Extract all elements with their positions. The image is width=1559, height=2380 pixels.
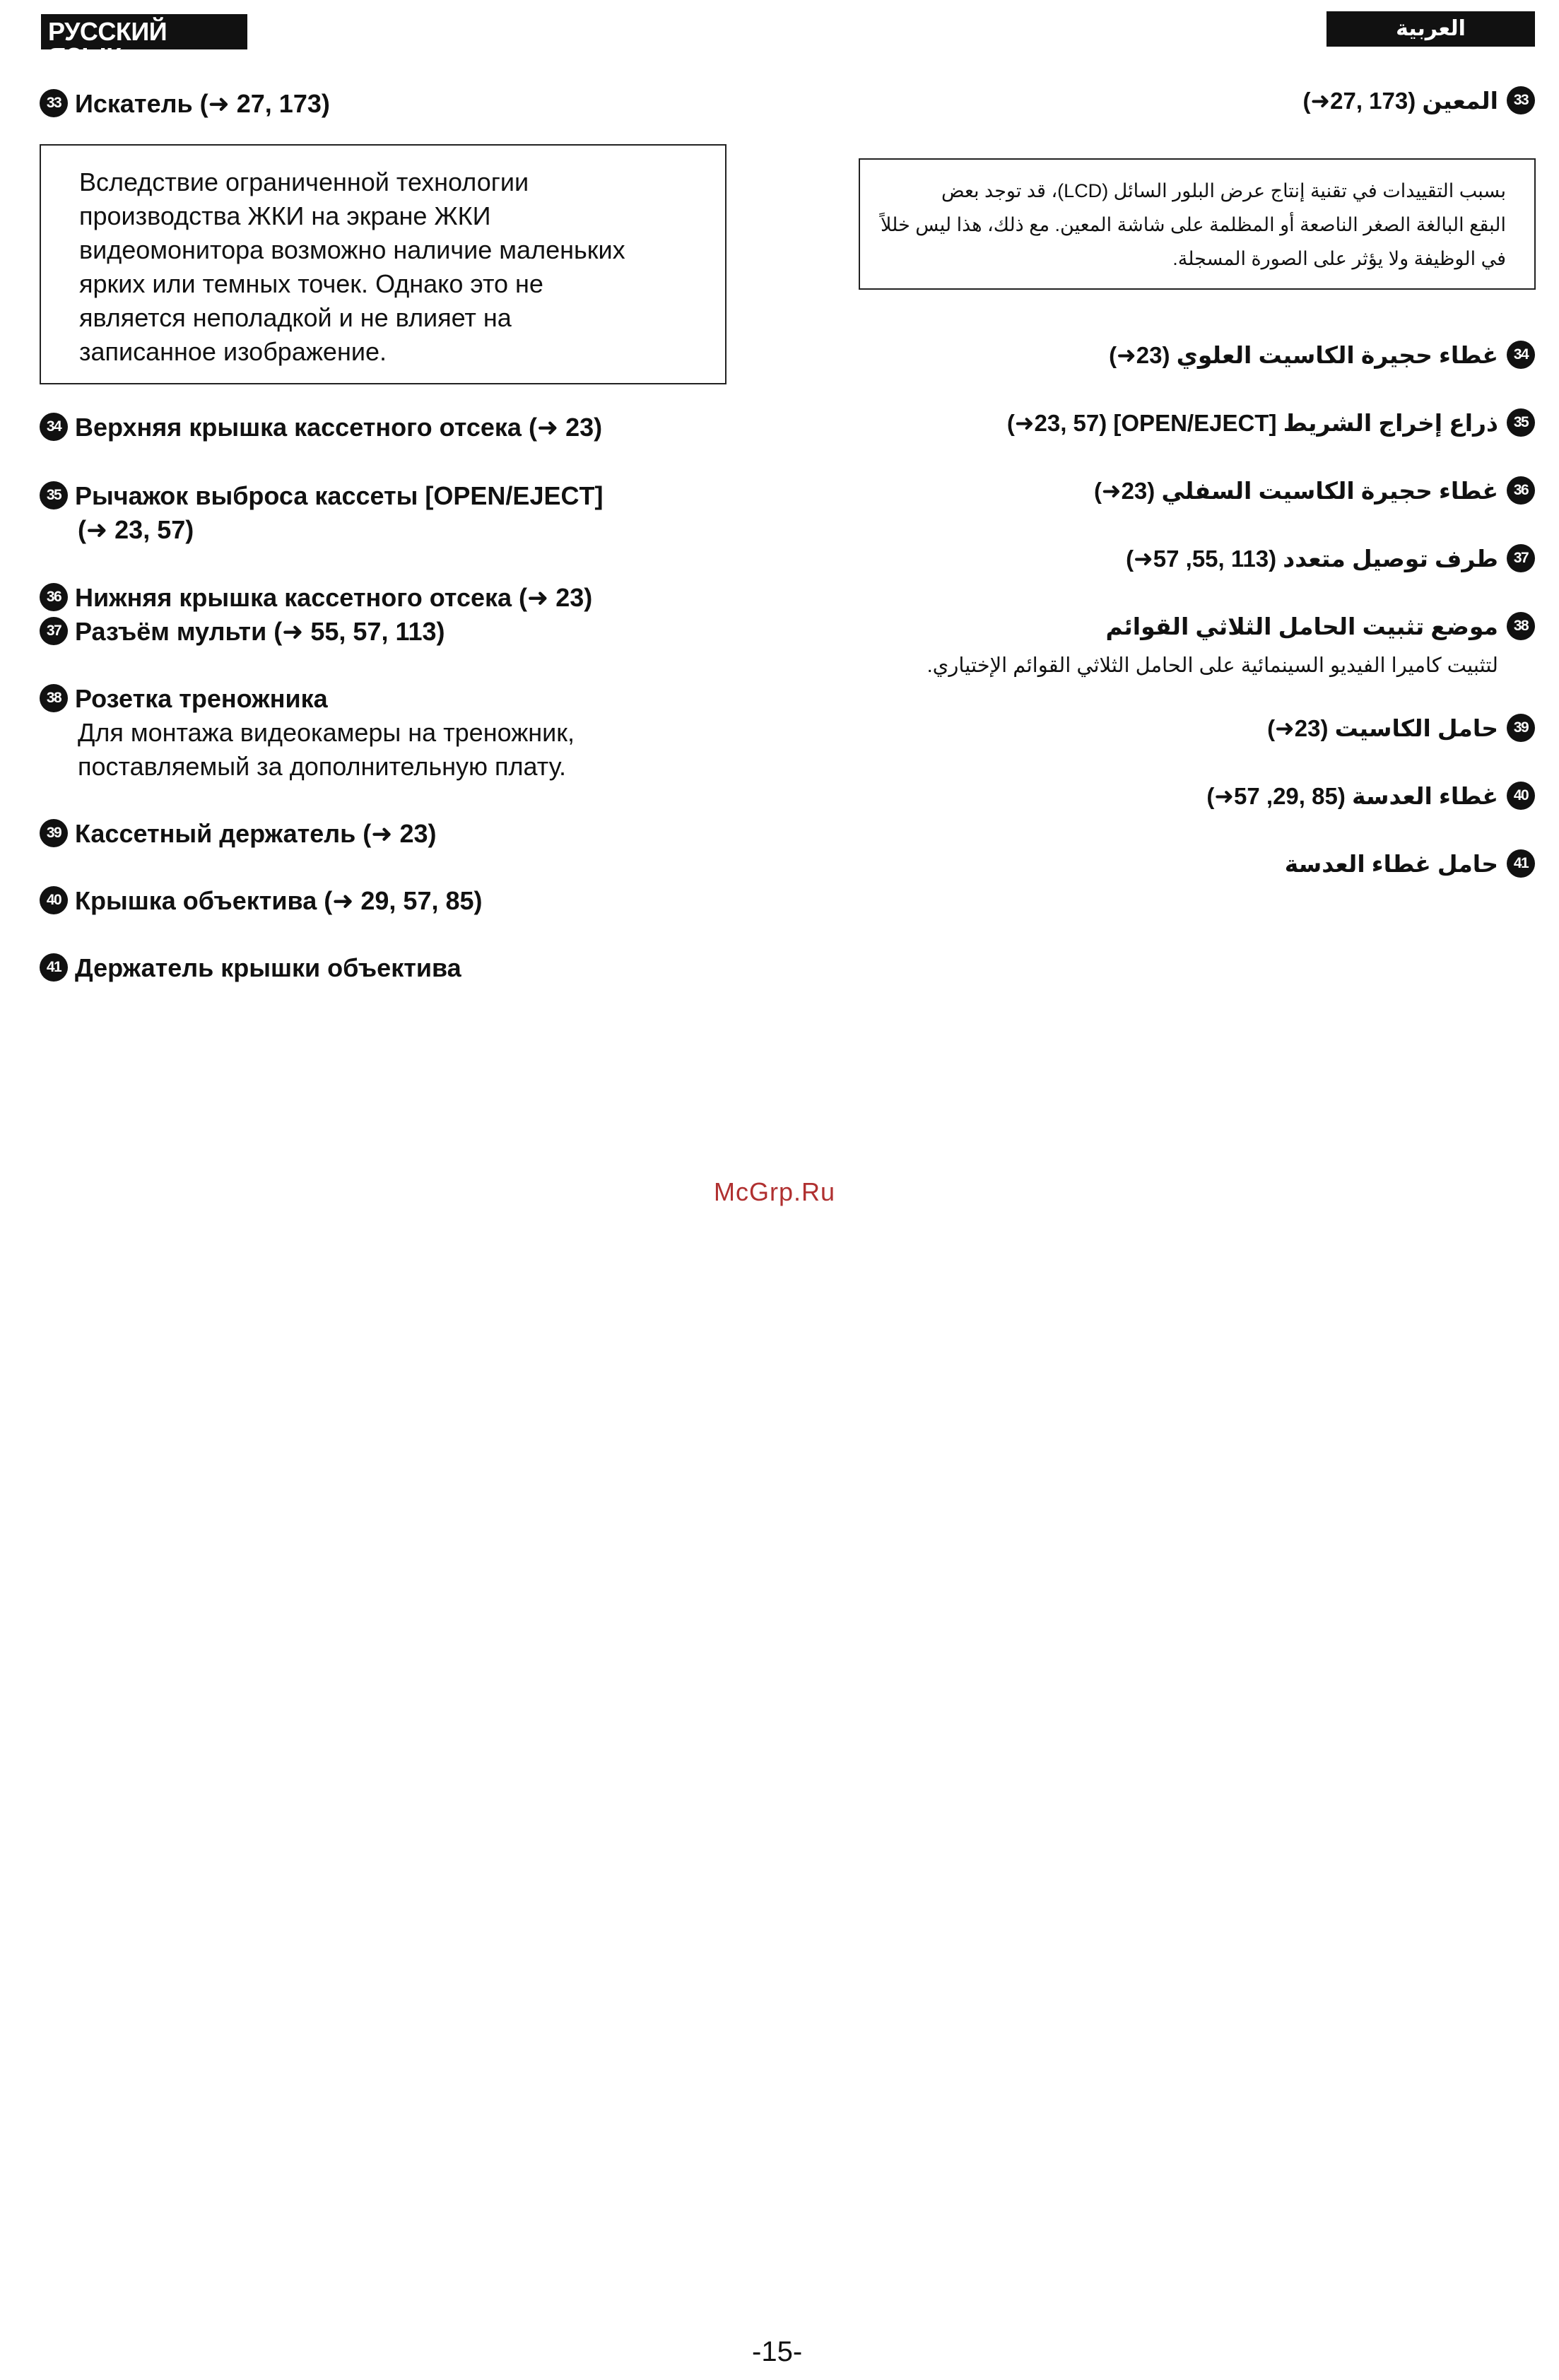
ru-item-34 bbox=[40, 411, 602, 444]
ru-item-38-description: поставляемый за дополнительную плату. bbox=[78, 752, 567, 781]
ar-item-40-label: غطاء العدسة (85 ,29, 57➜) bbox=[1206, 783, 1498, 809]
number-33-icon: 33 bbox=[40, 89, 68, 117]
ar-item-39 bbox=[1267, 712, 1535, 745]
ru-item-36-label: Нижняя крышка кассетного отсека (➜ 23) bbox=[75, 583, 593, 612]
ru-item-38-label: Розетка треножника bbox=[75, 684, 328, 713]
ar-item-38-label: موضع تثبيت الحامل الثلاثي القوائم bbox=[1105, 613, 1498, 640]
ru-item-40-label: Крышка объектива (➜ 29, 57, 85) bbox=[75, 886, 483, 915]
ar-item-37 bbox=[1126, 543, 1535, 575]
ru-lcd-note-box bbox=[40, 144, 726, 384]
ru-note-line: является неполадкой и не влияет на bbox=[79, 303, 512, 332]
ru-note-line: видеомонитора возможно наличие маленьких bbox=[79, 235, 625, 264]
ru-note-line: Вследствие ограниченной технологии bbox=[79, 167, 529, 196]
ru-note-line: записанное изображение. bbox=[79, 337, 387, 366]
ar-item-36 bbox=[1094, 475, 1535, 507]
number-38-icon: 38 bbox=[1507, 612, 1535, 640]
number-41-icon: 41 bbox=[1507, 849, 1535, 878]
arabic-language-badge: العربية bbox=[1326, 11, 1535, 47]
number-41-icon: 41 bbox=[40, 953, 68, 982]
ar-item-38 bbox=[1106, 611, 1535, 643]
number-36-icon: 36 bbox=[1507, 476, 1535, 505]
number-38-icon: 38 bbox=[40, 684, 68, 712]
ar-item-41 bbox=[1285, 848, 1535, 880]
ar-note-line: في الوظيفة ولا يؤثر على الصورة المسجلة. bbox=[1172, 248, 1506, 269]
ru-item-35-continuation: (➜ 23, 57) bbox=[78, 515, 194, 544]
ru-item-37-label: Разъём мульти (➜ 55, 57, 113) bbox=[75, 617, 445, 646]
number-35-icon: 35 bbox=[1507, 408, 1535, 437]
ru-item-37 bbox=[40, 615, 445, 649]
ar-note-line: بسبب التقييدات في تقنية إنتاج عرض البلور السائل (LCD)، قد توجد بعض bbox=[941, 180, 1506, 201]
russian-language-badge: РУССКИЙ ЯЗЫК bbox=[41, 14, 247, 49]
number-36-icon: 36 bbox=[40, 583, 68, 611]
ar-item-40 bbox=[1206, 780, 1535, 813]
watermark-text: McGrp.Ru bbox=[714, 1177, 836, 1206]
ru-item-33-label: Искатель (➜ 27, 173) bbox=[75, 89, 330, 118]
number-33-icon: 33 bbox=[1507, 86, 1535, 114]
ar-item-35-label: ذراع إخراج الشريط [OPEN/EJECT] (23, 57➜) bbox=[1006, 410, 1498, 436]
number-37-icon: 37 bbox=[1507, 544, 1535, 572]
ar-item-41-label: حامل غطاء العدسة bbox=[1284, 851, 1498, 877]
number-34-icon: 34 bbox=[1507, 341, 1535, 369]
ru-item-35-label: Рычажок выброса кассеты [OPEN/EJECT] bbox=[75, 481, 604, 510]
ru-item-39-label: Кассетный держатель (➜ 23) bbox=[75, 819, 437, 848]
ru-note-line: производства ЖКИ на экране ЖКИ bbox=[79, 201, 491, 230]
ru-item-33 bbox=[40, 87, 330, 121]
number-37-icon: 37 bbox=[40, 617, 68, 645]
ar-item-33 bbox=[1302, 85, 1535, 117]
ar-item-35 bbox=[1007, 407, 1535, 440]
ar-item-36-label: غطاء حجيرة الكاسيت السفلي (23➜) bbox=[1093, 478, 1498, 504]
ar-item-37-label: طرف توصيل متعدد (113 ,55, 57➜) bbox=[1126, 546, 1498, 572]
number-39-icon: 39 bbox=[1507, 714, 1535, 742]
ru-note-line: ярких или темных точек. Однако это не bbox=[79, 269, 543, 298]
number-34-icon: 34 bbox=[40, 413, 68, 441]
ru-item-35 bbox=[40, 479, 603, 513]
ar-item-34-label: غطاء حجيرة الكاسيت العلوي (23➜) bbox=[1109, 342, 1498, 368]
ru-item-40 bbox=[40, 884, 483, 918]
number-39-icon: 39 bbox=[40, 819, 68, 847]
ar-item-39-label: حامل الكاسيت (23➜) bbox=[1267, 715, 1498, 741]
ru-item-38 bbox=[40, 682, 328, 716]
ru-item-39 bbox=[40, 817, 437, 851]
ru-item-41 bbox=[40, 951, 461, 985]
ru-item-34-label: Верхняя крышка кассетного отсека (➜ 23) bbox=[75, 413, 603, 442]
ru-item-36 bbox=[40, 581, 592, 615]
ar-note-line: البقع البالغة الصغر الناصعة أو المظلمة على شاشة المعين. مع ذلك، هذا ليس خللاً bbox=[881, 214, 1506, 235]
ar-item-34 bbox=[1109, 339, 1535, 372]
ar-item-33-label: المعين (173 ,27➜) bbox=[1302, 88, 1498, 114]
ar-lcd-note-box bbox=[859, 158, 1536, 290]
ru-item-41-label: Держатель крышки объектива bbox=[75, 953, 461, 982]
number-40-icon: 40 bbox=[1507, 782, 1535, 810]
page-number: -15- bbox=[752, 2336, 803, 2367]
ar-item-38-description: لتثبيت كاميرا الفيديو السينمائية على الحامل الثلاثي القوائم الإختياري. bbox=[926, 654, 1498, 677]
number-35-icon: 35 bbox=[40, 481, 68, 509]
number-40-icon: 40 bbox=[40, 886, 68, 914]
ru-item-38-description: Для монтажа видеокамеры на треножник, bbox=[78, 718, 575, 747]
